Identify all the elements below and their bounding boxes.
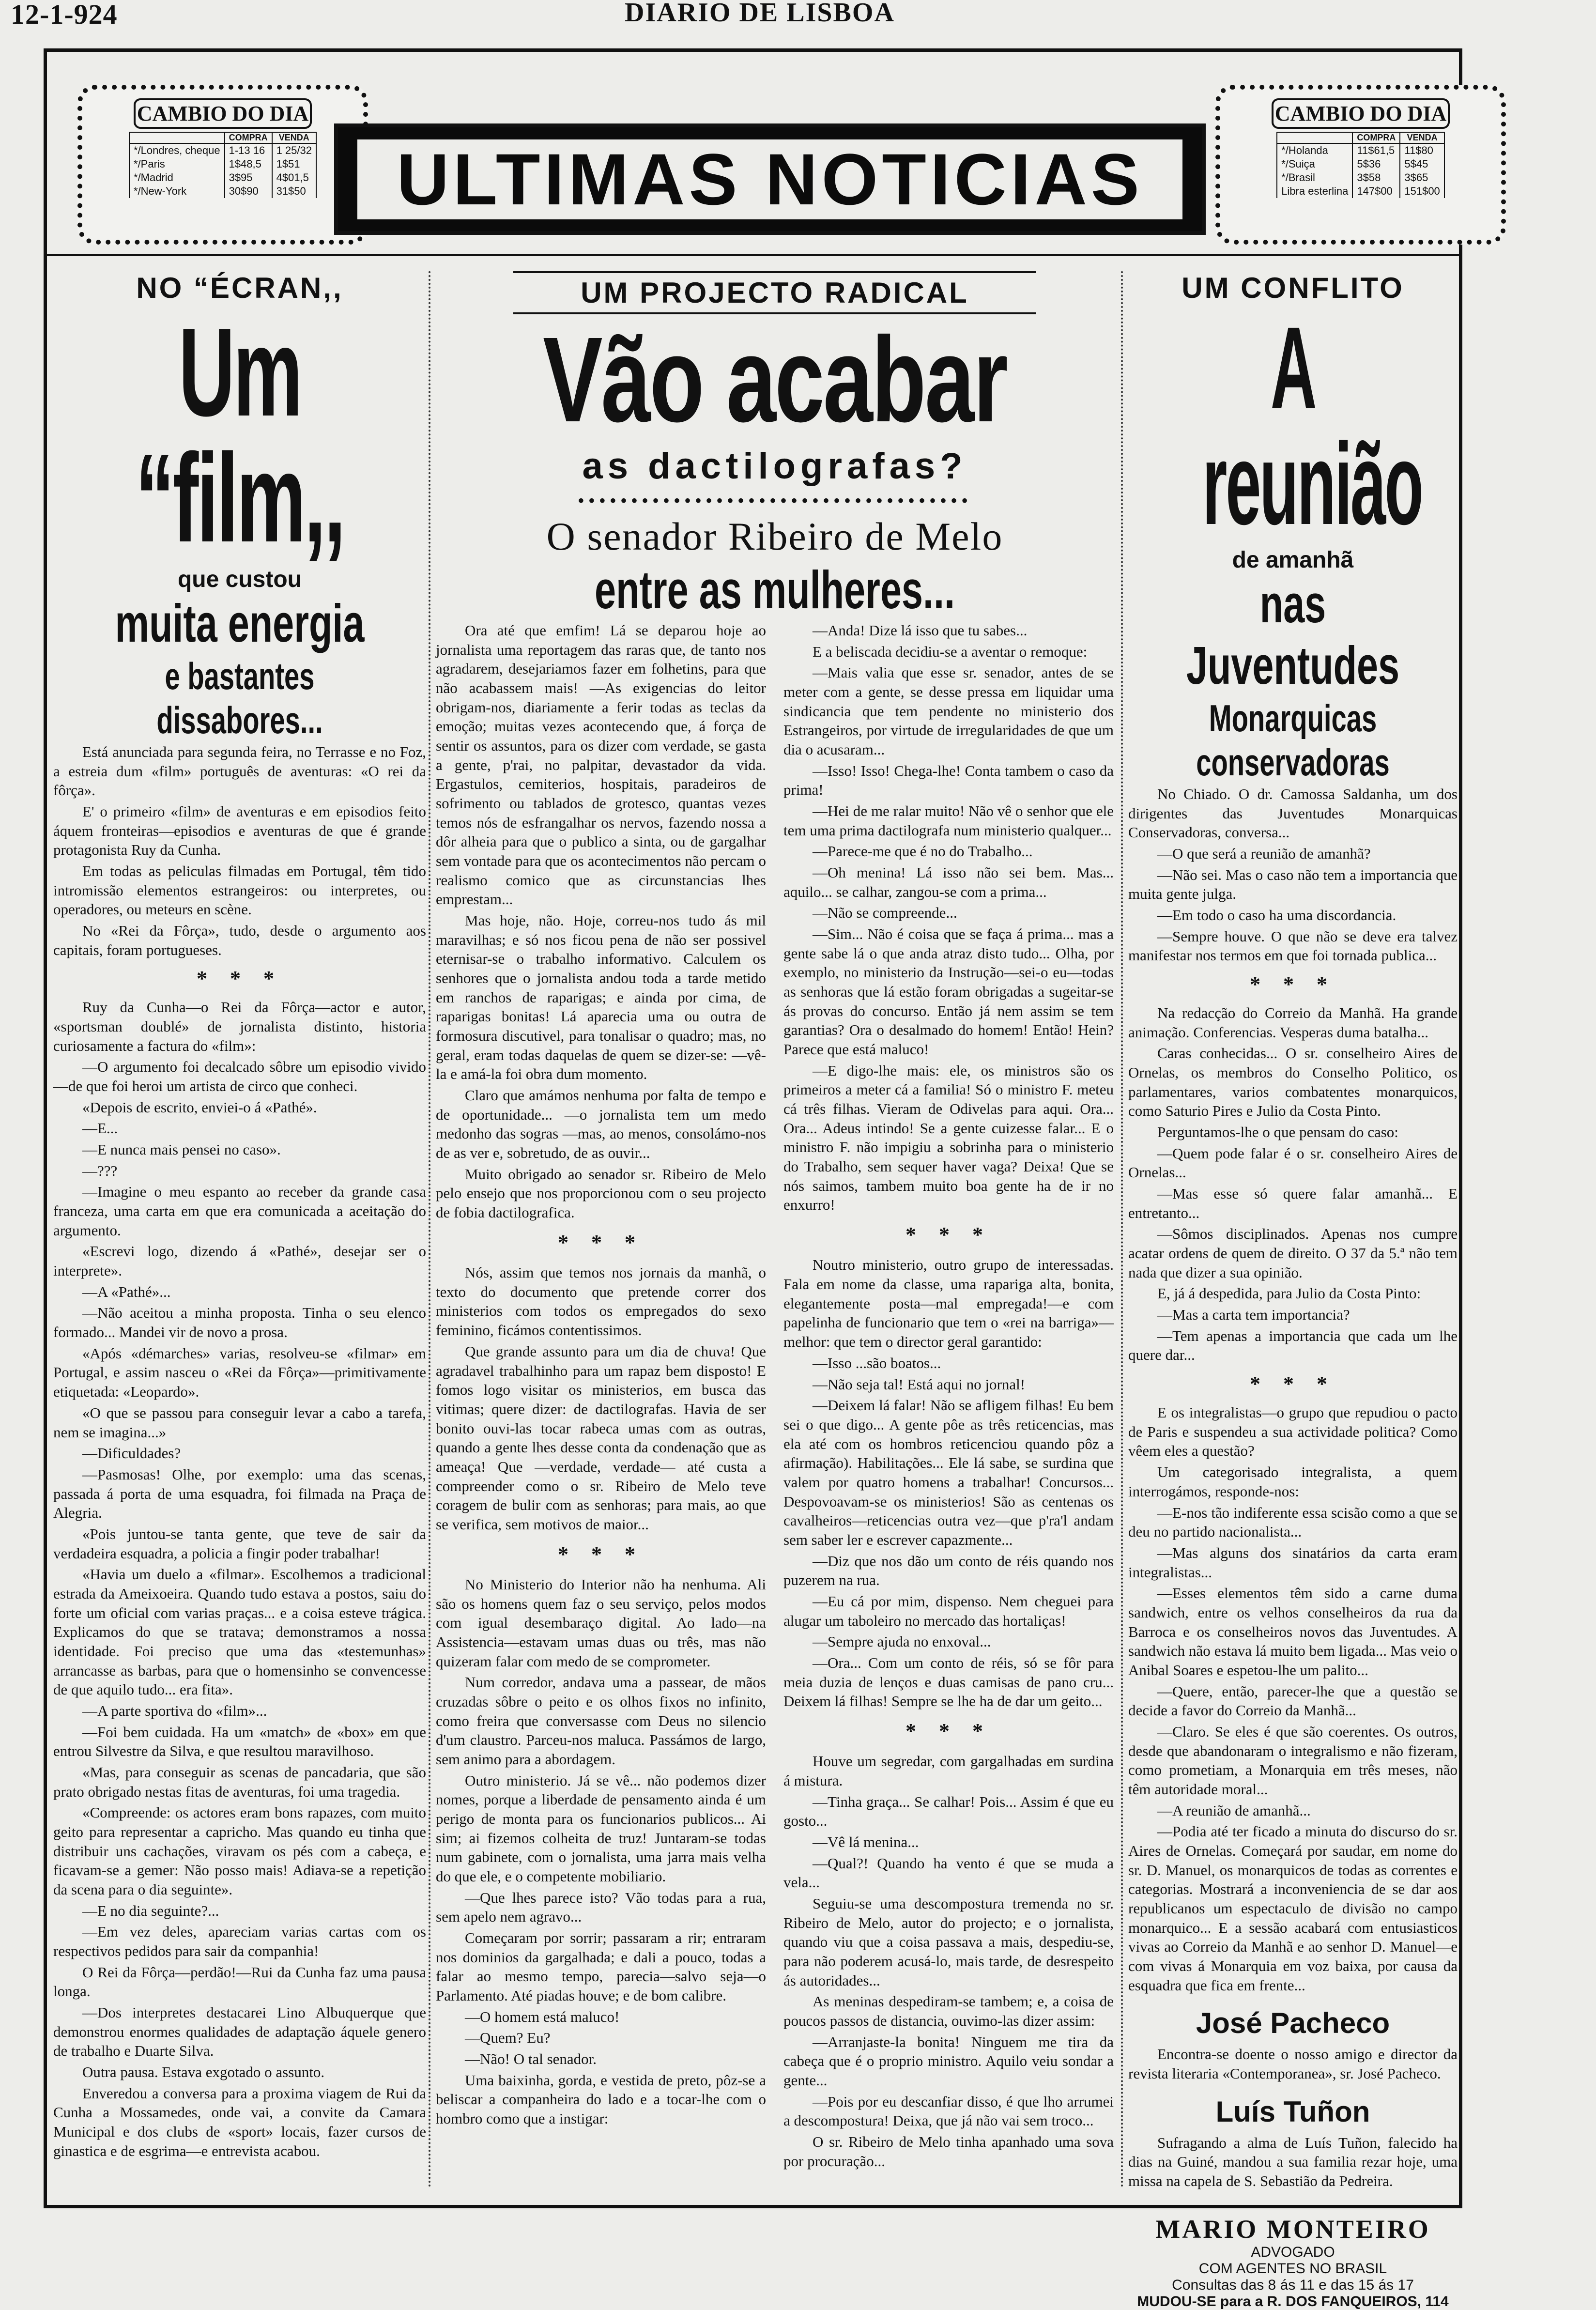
place: */Holanda: [1277, 143, 1352, 157]
buy: 147$00: [1352, 185, 1400, 198]
paragraph: —E no dia seguinte?...: [82, 1902, 219, 1919]
paragraph: No Chiado. O dr. Camossa Saldanha, um dos dirigentes das Juventudes Monarquicas Conservadoras, conversa...: [1128, 785, 1458, 841]
paragraph: «Depois de escrito, enviei-o á «Pathé».: [82, 1098, 317, 1116]
paragraph: Ora até que emfim! Lá se deparou hoje ao jornalista uma reportagem das raras que, de tanto nos agradarem, desejariamos fazer em folhetins, para que não acabassem mais! —As exigencias do leitor obrigam-nos, diariamente a ferir todas as teclas da emoção; muitas vezes acontecendo que, á força de sentir os assuntos, para os dizer com verdade, se gasta a gente, p'rai, no palpitar, devastador da vida. Ergastulos, cemiterios, hospitais, paradeiros de sofrimento ou tablados de grotesco, quantas vezes temos nós de esfrangalhar os nervos, fazendo nossa a dôr alheia para que o publico a sinta, ou de gargalhar sem vontade para que os acontecimentos não percam o realismo comico que as circunstancias lhes emprestam...: [436, 622, 766, 908]
paragraph: Claro que amámos nenhuma por falta de tempo e de oportunidade... —o jornalista tem um medo medonho das sogras —mas, ao menos, consolámo-nos de as ver e, sobretudo, de as ouvir...: [436, 1087, 766, 1162]
exchange-title: CAMBIO DO DIA: [134, 98, 312, 129]
place: */Londres, cheque: [129, 143, 225, 157]
dotted-divider: •••••••••••••••••••••••••••••••••••••: [577, 490, 972, 511]
section-separator: * * *: [905, 1223, 992, 1247]
buy: 30$90: [225, 185, 272, 198]
paragraph: «Compreende: os actores eram bons rapazes, com muito geito para representar a capricho. Mas quando eu tinha que distribuir uns cachações, viravam os pés com a cabeça, e ficavam-se a gemer: Não posso mais! Adiava-se a repetição da scena para o dia seguinte».: [53, 1804, 426, 1898]
article-kicker: UM PROJECTO RADICAL: [513, 271, 1036, 314]
paragraph: Ruy da Cunha—o Rei da Fôrça—actor e autor, «sportsman doublé» de jornalista distinto, historia curiosamente a factura do «film»:: [53, 999, 426, 1054]
paragraph: —Sempre houve. O que não se deve era talvez manifestar nos termos em que foi tornada publica...: [1128, 927, 1458, 964]
paragraph: Muito obrigado ao senador sr. Ribeiro de Melo pelo ensejo que nos proporcionou com o seu projecto de fobia dactilografica.: [436, 1165, 766, 1221]
paragraph: —A parte sportiva do «film»...: [82, 1702, 267, 1719]
table-row: [1277, 185, 1444, 198]
header-divider: [44, 254, 1462, 256]
paragraph: Nós, assim que temos nos jornais da manhã, o texto do documento que pretende correr dos ministerios com todos os empregados do sexo feminino, ficámos contentissimos.: [436, 1264, 766, 1339]
article-headline: Um “film,,: [135, 302, 344, 569]
sell: 4$01,5: [272, 171, 316, 185]
article-body: [1128, 1403, 1458, 1995]
table-row: [129, 157, 316, 171]
paragraph: —E digo-lhe mais: ele, os ministros são os primeiros a meter cá a familia! Só o ministro F. meteu cá três filhas. Vieram de Odivelas para aqui. Ora... Ora... Adeus intindo! Se a gente cuizesse falar... E o ministro F. não impigiu a sobrinha para o ministerio do Trabalho, sem sequer haver vaga? Deixa! Que se nós saimos, tambem muito boa gente ha de ir no enxurro!: [783, 1062, 1114, 1214]
table-row: [129, 143, 316, 157]
paragraph: —O homem está maluco!: [465, 2008, 620, 2025]
paragraph: No Ministerio do Interior não ha nenhuma. Ali são os homens quem faz o seu serviço, pelos modos com igual desembaraço digital. Ao lado—na Assistencia—estavam umas duas ou três, mas não quizeram falar com medo de se comprometer.: [436, 1575, 766, 1670]
paragraph: Um categorisado integralista, a quem interrogámos, responde-nos:: [1128, 1463, 1458, 1500]
paragraph: Está anunciada para segunda feira, no Terrasse e no Foz, a estreia dum «film» português de aventuras: «O rei da fôrça».: [53, 743, 426, 799]
exchange-title: CAMBIO DO DIA: [1272, 98, 1450, 129]
paragraph: No «Rei da Fôrça», tudo, desde o argumento aos capitais, foram portugueses.: [53, 922, 426, 958]
paragraph: «Escrevi logo, dizendo á «Pathé», desejar ser o interprete».: [53, 1243, 426, 1279]
paragraph: O Rei da Fôrça—perdão!—Rui da Cunha faz uma pausa longa.: [53, 1963, 426, 2000]
paragraph: —Esses elementos têm sido a carne duma sandwich, entre os velhos conselheiros da rua da Barroca e os conselheiros novos das Juventudes. A sandwich não estava lá muito bem ligada... Mas veio o Anibal Soares e espetou-lhe um palito...: [1128, 1585, 1458, 1679]
article-subhead: O senador Ribeiro de Melo: [546, 514, 1003, 558]
paragraph: Outro ministerio. Já se vê... não podemos dizer nomes, porque a liberdade de pensamento ainda é um perigo de monta para os funcionarios publicos... Ai sim; ai fizemos colheita de truz! Juntaram-se todas num gabinete, com o jornalista, uma jarra mais velha do que ele, e o competente mobiliario.: [436, 1771, 766, 1885]
newspaper-name: DIARIO DE LISBOA: [625, 0, 895, 28]
top-strip: [0, 0, 1596, 39]
paragraph: —Em todo o caso ha uma discordancia.: [1157, 907, 1396, 924]
paragraph: Uma baixinha, gorda, e vestida de preto, pôz-se a beliscar a companheira do lado e a tocar-lhe com o hombro como que a instigar:: [436, 2071, 766, 2127]
paragraph: —Foi bem cuidada. Ha um «match» de «box» em que entrou Silvestre da Silva, e que resultou maravilhoso.: [53, 1723, 426, 1760]
paragraph: E' o primeiro «film» de aventuras e em episodios feito áquem fronteiras—episodios e aventuras de que é grande protagonista Ruy da Cunha.: [53, 803, 426, 859]
paragraph: —E-nos tão indiferente essa scisão como a que se deu no partido nacionalista...: [1128, 1504, 1458, 1540]
place: */Madrid: [129, 171, 225, 185]
paragraph: —Mais valia que esse sr. senador, antes de se meter com a gente, se desse pressa em liquidar uma sindicancia que tem pendente no ministerio dos Estrangeiros, por virtude de irregularidades de que um dia o acusaram...: [783, 664, 1114, 758]
paragraph: Em todas as peliculas filmadas em Portugal, têm tido intromissão elementos estrangeiros: ou interpretes, ou operadores, ou meteurs en scène.: [53, 862, 426, 918]
article-subhead: as dactilografas?: [582, 446, 967, 487]
paragraph: —Deixem lá falar! Não se afligem filhas! Eu bem sei o que digo... A gente pôe as três reticencias, mas ela até com os hombros reticenciou quando pôz a afirmação). Habilitações... Ele lá sabe, se surdina que valem por quatro homens a trabalhar! Concursos... Despovoavam-se os ministerios! São as centenas os cavalheiros—reticencias outra vez—que p'ra'l andam sem saber ler e escrever capazmente...: [783, 1397, 1114, 1548]
paragraph: Sufragando a alma de Luís Tuñon, falecido ha dias na Guiné, mandou a sua familia rezar hoje, uma missa na capela de S. Sebastião da Pedreira.: [1128, 2134, 1458, 2189]
paragraph: —Sempre ajuda no enxoval...: [813, 1633, 991, 1650]
paragraph: Enveredou a conversa para a proxima viagem de Rui da Cunha a Mossamedes, onde vai, a convite da Camara Municipal e dos clubs de «sport» locais, fazer cursos de ginastica e de esgrima—e entrevista acabou.: [53, 2084, 426, 2159]
article-headline: Vão acabar: [543, 312, 1007, 447]
paragraph: —Não se compreende...: [813, 904, 957, 922]
paragraph: —Em vez deles, apareciam varias cartas com os respectivos pedidos para sair da companhia!: [53, 1923, 426, 1959]
article-body: [1128, 785, 1458, 965]
sell: 1$51: [272, 157, 316, 171]
paragraph: —E nunca mais pensei no caso».: [82, 1141, 281, 1158]
paragraph: —Isso! Isso! Chega-lhe! Conta tambem o caso da prima!: [783, 762, 1114, 799]
col-sell: VENDA: [1400, 132, 1444, 143]
paragraph: E a beliscada decidiu-se a aventar o remoque:: [813, 643, 1088, 660]
section-separator: * * *: [558, 1230, 644, 1254]
paragraph: —Tinha graça... Se calhar! Pois... Assim é que eu gosto...: [783, 1793, 1114, 1830]
paragraph: —Sim... Não é coisa que se faça á prima... mas a gente sabe lá o que anda atraz disto tudo... Olha, por exemplo, no ministerio da Instrução—sei-o eu—todas as senhoras que lá estão foram obrigadas a sugeitar-se ás provas do concurso. Então já nem assim se tem garantias? Ora o desalmado do homem! Então! Hein? Parece que está maluco!: [783, 925, 1114, 1058]
sell: 1 25/32: [272, 143, 316, 157]
paragraph: Num corredor, andava uma a passear, de mãos cruzadas sôbre o peito e os olhos fixos no infinito, como freira que conversasse com Deus no silencio d'um claustro. Parceu-nos maluca. Passámos de largo, sem animo para a abordagem.: [436, 1674, 766, 1768]
paragraph: «O que se passou para conseguir levar a cabo a tarefa, nem se imagina...»: [53, 1404, 426, 1441]
paragraph: As meninas despediram-se tambem; e, a coisa de poucos passos de distancia, ouvimo-las dizer assim:: [783, 1993, 1114, 2029]
place: */Brasil: [1277, 171, 1352, 185]
article-column-right: [783, 621, 1114, 2172]
ad-line: COM AGENTES NO BRASIL: [1198, 2260, 1387, 2277]
article-dactilografas: [436, 257, 1114, 2194]
issue-date: 12-1-924: [11, 0, 118, 30]
exchange-table: [129, 132, 317, 198]
article-subhead: que custou: [177, 567, 302, 592]
table-header: [129, 132, 316, 143]
paragraph: —Qual?! Quando ha vento é que se muda a vela...: [783, 1854, 1114, 1891]
paragraph: —Dificuldades?: [82, 1445, 181, 1462]
paragraph: —???: [82, 1162, 118, 1179]
paragraph: —Mas esse só quere falar amanhã... E entretanto...: [1128, 1185, 1458, 1221]
exchange-table: [1276, 132, 1445, 198]
paragraph: Noutro ministerio, outro grupo de interessadas. Fala em nome da classe, uma rapariga alta, bonita, elegantemente posta—mal empregada!—e com papelinha de funcionario que tem o «rei na barriga»—melhor: que tem o director geral garantido:: [783, 1256, 1114, 1351]
paragraph: —Isso ...são boatos...: [813, 1354, 941, 1371]
paragraph: —A «Pathé»...: [82, 1283, 171, 1300]
paragraph: —Tem apenas a importancia que cada um lhe quere dar...: [1128, 1327, 1458, 1364]
col-buy: COMPRA: [225, 132, 272, 143]
advertisement: [1128, 2205, 1458, 2310]
paragraph: E, já á despedida, para Julio da Costa Pinto:: [1157, 1285, 1421, 1302]
paragraph: —Dos interpretes destacarei Lino Albuquerque que demonstrou enormes qualidades de adaptação áquele genero de trabalho e Duarte Silva.: [53, 2003, 426, 2060]
article-headline: A reunião: [1202, 303, 1422, 549]
column-rule: [429, 271, 430, 2189]
paragraph: —Anda! Dize lá isso que tu sabes...: [813, 622, 1028, 639]
notice-body: [1128, 2133, 1458, 2191]
article-subhead: de amanhã: [1232, 547, 1354, 573]
paragraph: —Quem? Eu?: [465, 2029, 551, 2047]
buy: 1$48,5: [225, 157, 272, 171]
paragraph: Na redacção do Correio da Manhã. Ha grande animação. Conferencias. Vesperas duma batalha...: [1128, 1004, 1458, 1041]
article-subhead: Monarquicas conservadoras: [1196, 697, 1390, 784]
sell: 31$50: [272, 185, 316, 198]
section-separator: * * *: [197, 967, 283, 991]
article-columns: [436, 621, 1114, 2172]
place: */Suiça: [1277, 157, 1352, 171]
paragraph: —Não seja tal! Está aqui no jornal!: [813, 1375, 1026, 1393]
notice-heading: Luís Tuñon: [1215, 2095, 1370, 2128]
notice-body: [1128, 2045, 1458, 2083]
column-rule: [1121, 271, 1123, 2189]
buy: 11$61,5: [1352, 143, 1400, 157]
notice-heading: José Pacheco: [1196, 2007, 1390, 2040]
ad-line: MUDOU-SE para a R. DOS FANQUEIROS, 114: [1137, 2293, 1449, 2310]
col-buy: COMPRA: [1352, 132, 1400, 143]
paragraph: —E...: [82, 1120, 118, 1137]
buy: 3$58: [1352, 171, 1400, 185]
paragraph: —Claro. Se eles é que são coerentes. Os outros, desde que abandonaram o integralismo e não fizeram, como prometiam, a Monarquia em três meses, não têm autoridade moral...: [1128, 1723, 1458, 1798]
section-separator: * * *: [558, 1542, 644, 1566]
col-sell: VENDA: [272, 132, 316, 143]
ad-line: ADVOGADO: [1251, 2244, 1335, 2260]
paragraph: —Quere, então, parecer-lhe que a questão se decide a favor do Correio da Manhã...: [1128, 1682, 1458, 1719]
paragraph: Mas hoje, não. Hoje, correu-nos tudo ás mil maravilhas; e só nos ficou pena de não ser possivel eternisar-se o trabalho informativo. Calculem os senhores que o jornalista andou toda a tarde metido em ranchos de raparigas; e ainda por cima, de raparigas bonitas! Lá aparecia uma ou outra de formosura discutivel, para tonalisar o quadro; mas, no geral, eram todas daquelas de quem se dizer-se: —vê-la e amá-la foi obra dum momento.: [436, 912, 766, 1083]
article-kicker: NO “ÉCRAN,,: [136, 272, 343, 304]
ad-name: MARIO MONTEIRO: [1155, 2214, 1430, 2244]
sell: 11$80: [1400, 143, 1444, 157]
section-separator: * * *: [905, 1719, 992, 1743]
sell: 3$65: [1400, 171, 1444, 185]
paragraph: Caras conhecidas... O sr. conselheiro Aires de Ornelas, os membros do Conselho Politico, os parlamentares, varios combatentes monarquicos, como Saturio Pires e Julio da Costa Pinto.: [1128, 1045, 1458, 1120]
ad-line: Consultas das 8 ás 11 e das 15 ás 17: [1172, 2277, 1414, 2293]
paragraph: —Eu cá por mim, dispenso. Nem cheguei para alugar um taboleiro no mercado das hortaliças!: [783, 1592, 1114, 1629]
paragraph: «Pois juntou-se tanta gente, que teve de sair da verdadeira esquadra, a policia a fingir poder trabalhar!: [53, 1525, 426, 1562]
paragraph: —Imagine o meu espanto ao receber da grande casa franceza, uma carta em que era comunicada a aceitação do argumento.: [53, 1183, 426, 1239]
section-banner: [334, 123, 1206, 235]
article-body: [53, 998, 426, 2160]
paragraph: —Sômos disciplinados. Apenas nos cumpre acatar ordens de quem de direito. O 37 da 5.ª não tem nada que dizer a sua opinião.: [1128, 1225, 1458, 1281]
paragraph: —Oh menina! Lá isso não sei bem. Mas... aquilo... se calhar, zangou-se com a prima...: [783, 864, 1114, 900]
place: */Paris: [129, 157, 225, 171]
sell: 151$00: [1400, 185, 1444, 198]
section-separator: * * *: [1250, 972, 1336, 997]
paragraph: —Arranjaste-la bonita! Ninguem me tira da cabeça que é o proprio ministro. Aquilo veiu sondar a gente...: [783, 2033, 1114, 2089]
paragraph: «Mas, para conseguir as scenas de pancadaria, que são prato obrigado nestas fitas de aventuras, foi uma tragedia.: [53, 1763, 426, 1800]
paragraph: —Pasmosas! Olhe, por exemplo: uma das scenas, passada á porta de uma esquadra, foi filmada na Praça de Alegria.: [53, 1465, 426, 1522]
paragraph: Encontra-se doente o nosso amigo e director da revista literaria «Contemporanea», sr. José Pacheco.: [1128, 2046, 1458, 2082]
paragraph: —A reunião de amanhã...: [1157, 1802, 1311, 1819]
article-column-left: [436, 621, 766, 2172]
paragraph: «Havia um duelo a «filmar». Escolhemos a tradicional estrada da Ameixoeira. Quando tudo estava a postos, saiu do forte um oficial com varias praças... e a coisa esteve trágica. Explicamos do que se tratava; demonstramos a nossa identidade. Foi preciso que uma das «testemunhas» arrancasse as barbas, para que o homensinho se convencesse de que aquilo tudo... era fita».: [53, 1566, 426, 1698]
paragraph: —Não sei. Mas o caso não tem a importancia que muita gente julga.: [1128, 866, 1458, 903]
paragraph: Perguntamos-lhe o que pensam do caso:: [1157, 1124, 1398, 1141]
article-subhead: entre as mulheres...: [595, 560, 955, 620]
buy: 5$36: [1352, 157, 1400, 171]
paragraph: —Ora... Com um conto de réis, só se fôr para meia duzia de lenços e duas camisas de pano cru... Deixem lá filhas! Sempre se lhe ha de dar um geito...: [783, 1654, 1114, 1710]
buy: 3$95: [225, 171, 272, 185]
paragraph: Que grande assunto para um dia de chuva! Que agradavel trabalhinho para um rapaz bem disposto! E fomos logo visitar os ministerios, em busca das vitimas; quere dizer: de dactilografas. Havia de ser bonito ouvi-las tocar rabeca umas com as outras, quando a gente lhes desse conta da condenação que as ameaça! Que —verdade, verdade— até custa a compreender como o sr. Ribeiro de Melo teve coragem de bulir com as senhoras; para mais, ao que se verifica, sem motivos de maior...: [436, 1342, 766, 1533]
table-row: [129, 171, 316, 185]
paragraph: —Quem pode falar é o sr. conselheiro Aires de Ornelas...: [1128, 1144, 1458, 1181]
article-body: [53, 742, 426, 959]
paragraph: «Após «démarches» varias, resolveu-se «filmar» em Portugal, e assim nasceu o «Rei da Fôrça»—primitivamente etiquetada: «Leopardo».: [53, 1344, 426, 1401]
paragraph: —Vê lá menina...: [813, 1833, 919, 1850]
paragraph: Começaram por sorrir; passaram a rir; entraram nos dominios da gargalhada; e dali a pouco, todas a falar ao mesmo tempo, parecia—salvo seja—o Parlamento. Até piadas houve; e de bom calibre.: [436, 1929, 766, 2004]
table-row: [1277, 143, 1444, 157]
banner-title: ULTIMAS NOTICIAS: [357, 139, 1182, 219]
paragraph: —O argumento foi decalcado sôbre um episodio vivido—de que foi heroi um artista de circo que conheci.: [53, 1058, 426, 1095]
place: */New-York: [129, 185, 225, 198]
paragraph: —Mas alguns dos sinatários da carta eram integralistas...: [1128, 1544, 1458, 1581]
paragraph: Seguiu-se uma descompostura tremenda no sr. Ribeiro de Melo, autor do projecto; e o jornalista, quando viu que a coisa passava a mais, despediu-se, para não poderem acusá-lo, mais tarde, de desrespeito ás autoridades...: [783, 1894, 1114, 1989]
paragraph: —Diz que nos dão um conto de réis quando nos puzerem na rua.: [783, 1552, 1114, 1589]
article-film: [53, 257, 426, 2194]
place: Libra esterlina: [1277, 185, 1352, 198]
paragraph: O sr. Ribeiro de Melo tinha apanhado uma sova por procuração...: [783, 2133, 1114, 2170]
section-separator: * * *: [1250, 1372, 1336, 1396]
paragraph: —Podia até ter ficado a minuta do discurso do sr. Aires de Ornelas. Começará por saudar, em nome do sr. D. Manuel, os monarquicos de todas as correntes e categorias. Mostrará a inconveniencia de se dar aos republicanos um espectaculo de divisão no campo monarquico... E a sessão acabará com entusiasticos vivas ao Correio da Manhã e ao senhor D. Manuel—e com vivas á Monarquia em voz baixa, por causa da esquadra que fica em frente...: [1128, 1823, 1458, 1994]
article-subhead: nas Juventudes: [1186, 574, 1400, 695]
paragraph: —Que lhes parece isto? Vão todas para a rua, sem apelo nem agravo...: [436, 1889, 766, 1925]
paragraph: —Não aceitou a minha proposta. Tinha o seu elenco formado... Mandei vir de novo a prosa.: [53, 1304, 426, 1341]
paragraph: Houve um segredar, com gargalhadas em surdina á mistura.: [783, 1753, 1114, 1789]
paragraph: —Parece-me que é no do Trabalho...: [813, 843, 1033, 860]
paragraph: —Mas a carta tem importancia?: [1157, 1306, 1350, 1324]
table-header: [1277, 132, 1444, 143]
table-row: [1277, 157, 1444, 171]
article-reuniao: [1128, 257, 1458, 2310]
article-kicker: UM CONFLITO: [1182, 272, 1404, 304]
paragraph: E os integralistas—o grupo que repudiou o pacto de Paris e suspendeu a sua actividade politica? Como vêem eles a questão?: [1128, 1404, 1458, 1460]
paragraph: —O que será a reunião de amanhã?: [1157, 845, 1371, 862]
table-row: [1277, 171, 1444, 185]
exchange-box-left: [77, 85, 368, 245]
paragraph: —Pois por eu descanfiar disso, é que lho arrumei a descompostura! Deixa, que já não vai sem troco...: [783, 2093, 1114, 2129]
paragraph: Outra pausa. Estava exgotado o assunto.: [82, 2064, 325, 2080]
article-subhead: muita energia: [115, 594, 365, 653]
table-row: [129, 185, 316, 198]
buy: 1-13 16: [225, 143, 272, 157]
sell: 5$45: [1400, 157, 1444, 171]
article-body: [1128, 1003, 1458, 1365]
paragraph: —Hei de me ralar muito! Não vê o senhor que ele tem uma prima dactilografa num ministerio qualquer...: [783, 802, 1114, 839]
paragraph: —Não! O tal senador.: [465, 2050, 597, 2067]
article-subhead: e bastantes dissabores...: [156, 655, 323, 741]
exchange-box-right: [1215, 85, 1506, 245]
